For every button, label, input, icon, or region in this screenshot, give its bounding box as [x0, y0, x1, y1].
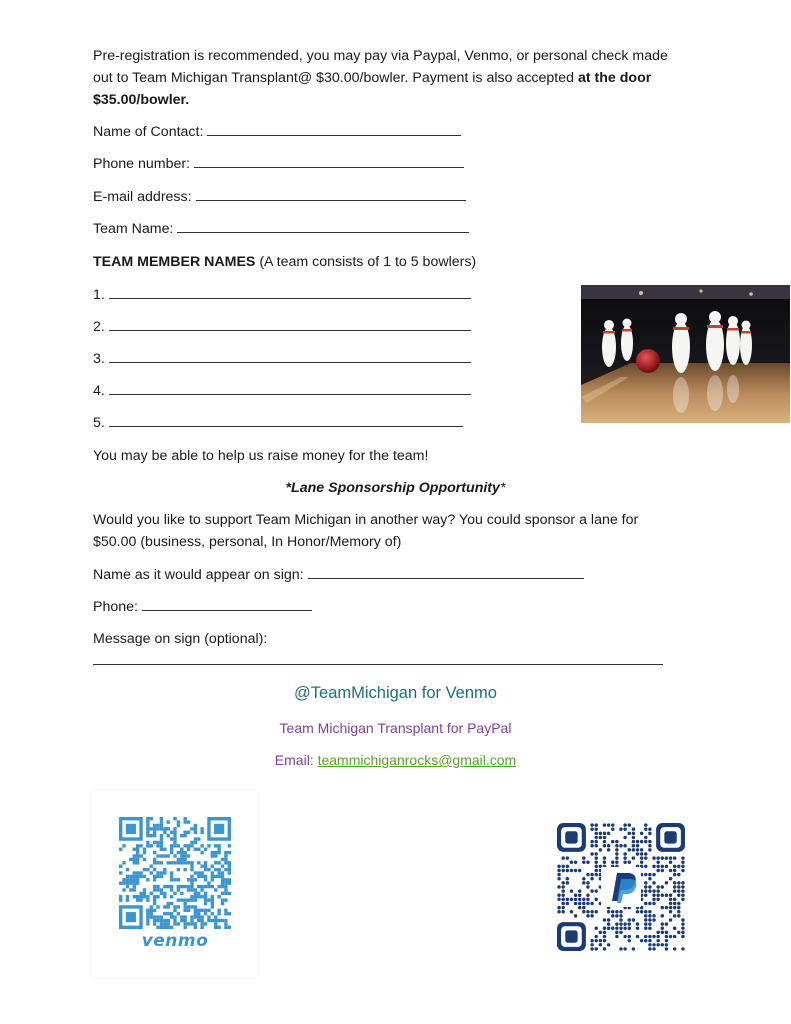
contact-label: Name of Contact: [93, 124, 204, 140]
email-link[interactable]: teammichiganrocks@gmail.com [317, 752, 517, 768]
team-name-row [93, 218, 469, 240]
paypal-qr-code[interactable] [557, 823, 685, 951]
sponsorship-desc-2: $50.00 (business, personal, In Honor/Memory of) [93, 534, 402, 550]
phone-row [93, 153, 464, 175]
sign-name-label: Name as it would appear on sign: [93, 567, 304, 583]
sponsor-phone-blank[interactable] [142, 597, 312, 611]
sponsorship-title-text: *Lane Sponsorship Opportunity [285, 480, 500, 496]
member-row [93, 380, 471, 402]
team-members-heading-rest: (A team consists of 1 to 5 bowlers) [255, 254, 477, 270]
team-members-heading [93, 251, 476, 273]
venmo-qr-code[interactable] [119, 817, 231, 929]
phone-label: Phone number: [93, 156, 191, 172]
member-number: 2. [93, 319, 105, 335]
email-blank[interactable] [196, 187, 466, 201]
member-number: 4. [93, 383, 105, 399]
member-blank[interactable] [109, 285, 471, 299]
sponsorship-title [0, 477, 791, 499]
door-price-text: $35.00/bowler. [93, 92, 190, 108]
team-members-heading-bold: TEAM MEMBER NAMES [93, 254, 256, 270]
member-row [93, 348, 471, 370]
intro-door-text: at the door [577, 70, 652, 86]
member-row [93, 412, 463, 434]
member-blank[interactable] [109, 349, 471, 363]
sponsor-phone-label: Phone: [93, 599, 138, 615]
venmo-qr-card [92, 791, 258, 977]
bowling-pins-photo [581, 285, 790, 423]
sponsorship-desc-1: Would you like to support Team Michigan in another way? You could sponsor a lane for [93, 512, 639, 528]
contact-blank[interactable] [207, 122, 461, 136]
intro-line-3 [93, 89, 189, 111]
fundraise-text: You may be able to help us raise money for the team! [93, 448, 429, 464]
paypal-line: Team Michigan Transplant for PayPal [279, 720, 512, 736]
venmo-logo: venmo [141, 931, 209, 951]
email-label: E-mail address: [93, 189, 192, 205]
email-row [93, 186, 466, 208]
contact-row [93, 121, 461, 143]
venmo-handle: @TeamMichigan for Venmo [294, 684, 497, 702]
message-label: Message on sign (optional): [93, 631, 268, 647]
member-blank[interactable] [109, 413, 463, 427]
message-blank[interactable] [93, 664, 663, 665]
member-row [93, 284, 471, 306]
member-row [93, 316, 471, 338]
phone-blank[interactable] [194, 154, 464, 168]
team-name-label: Team Name: [93, 221, 174, 237]
intro-line-2 [93, 67, 651, 89]
sign-name-blank[interactable] [308, 565, 584, 579]
sign-name-row [93, 564, 584, 586]
team-name-blank[interactable] [177, 219, 469, 233]
sponsorship-title-star: * [499, 480, 506, 496]
intro-line-1: Pre-registration is recommended, you may pay via Paypal, Venmo, or personal check made [93, 48, 668, 64]
email-label-text: Email: [274, 752, 318, 768]
member-blank[interactable] [109, 381, 471, 395]
member-number: 3. [93, 351, 105, 367]
member-number: 5. [93, 415, 105, 431]
intro-line-2-text: out to Team Michigan Transplant@ $30.00/bowler. Payment is also accepted [93, 70, 578, 86]
member-blank[interactable] [109, 317, 471, 331]
sponsor-phone-row [93, 596, 312, 618]
email-line [0, 752, 791, 768]
member-number: 1. [93, 287, 105, 303]
